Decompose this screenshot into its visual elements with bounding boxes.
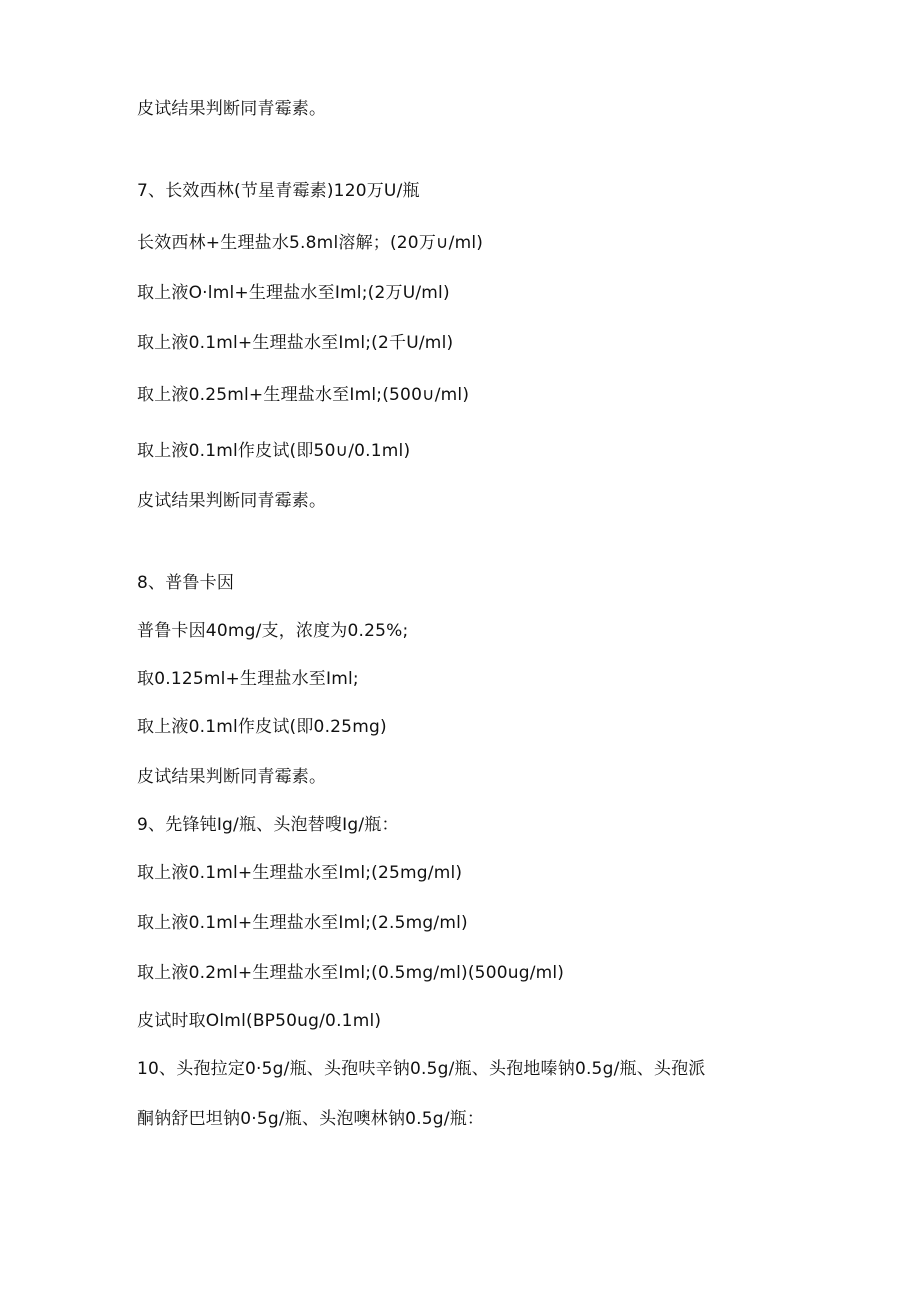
text-line-7-dissolve: 长效西林+生理盐水5.8ml溶解；(20万∪∕ml) xyxy=(137,233,484,253)
text-line-7-step1: 取上液O·lml+生理盐水至Iml;(2万U∕ml) xyxy=(137,283,450,303)
text-line-7-step2: 取上液0.1ml+生理盐水至Iml;(2千U∕ml) xyxy=(137,333,454,353)
heading-item-9: 9、先锋钝Ig/瓶、头泡替嗖Ig/瓶： xyxy=(137,815,399,835)
text-line-9-step3: 取上液0.2ml+生理盐水至Iml;(0.5mg∕ml)(500ug∕ml) xyxy=(137,963,565,983)
text-line-9-step1: 取上液0.1ml+生理盐水至Iml;(25mg∕ml) xyxy=(137,863,463,883)
text-line-8-step1: 取0.125ml+生理盐水至Iml; xyxy=(137,669,359,689)
text-line-9-skin-test: 皮试时取Olml(BP50ug∕0.1ml) xyxy=(137,1011,382,1031)
heading-item-10-cont: 酮钠舒巴坦钠0·5g∕瓶、头泡噢林钠0.5g∕瓶： xyxy=(137,1109,485,1129)
heading-item-8: 8、普鲁卡因 xyxy=(137,573,235,593)
text-line-7-step3: 取上液0.25ml+生理盐水至Iml;(500∪∕ml) xyxy=(137,385,470,405)
text-line-8-skin-test: 取上液0.1ml作皮试(即0.25mg) xyxy=(137,717,387,737)
text-line-9-step2: 取上液0.1ml+生理盐水至Iml;(2.5mg∕ml) xyxy=(137,913,468,933)
heading-item-7: 7、长效西林(节星青霉素)120万U/瓶 xyxy=(137,181,420,201)
text-line-result-2: 皮试结果判断同青霉素。 xyxy=(137,491,327,511)
text-line-8-spec: 普鲁卡因40mg∕支，浓度为0.25%; xyxy=(137,621,409,641)
heading-item-10: 10、头孢拉定0·5g∕瓶、头孢呋辛钠0.5g∕瓶、头孢地嗪钠0.5g∕瓶、头孢派 xyxy=(137,1059,706,1079)
text-line-7-skin-test: 取上液0.1ml作皮试(即50∪∕0.1ml) xyxy=(137,441,411,461)
text-line-result-1: 皮试结果判断同青霉素。 xyxy=(137,99,327,119)
text-line-result-3: 皮试结果判断同青霉素。 xyxy=(137,767,327,787)
